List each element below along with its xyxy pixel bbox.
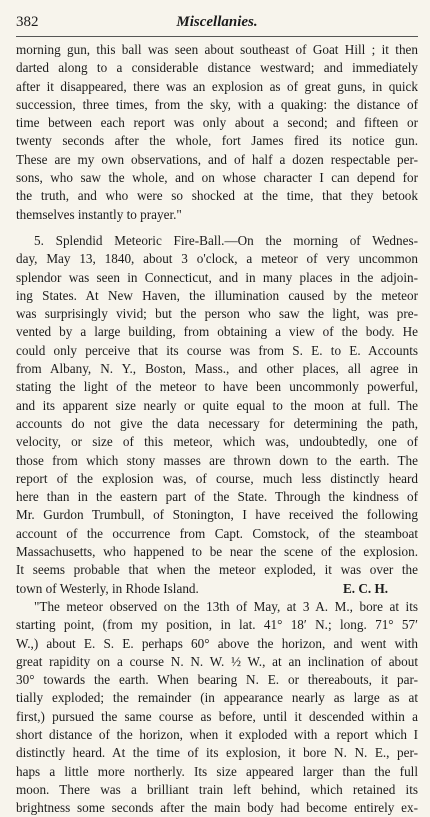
text-line: 30° towards the earth. When bearing N. E. or thereabouts, it par-: [16, 672, 418, 688]
text-line: twenty seconds after the whole, fort James fired its notice gun.: [16, 133, 418, 149]
text-line: Mr. Gurdon Trumbull, of Stonington, I have received the following: [16, 507, 418, 523]
text-line: distinctly heard. At the time of its explosion, it bore N. N. E., per-: [16, 745, 418, 761]
text-line: accounts do not give the data necessary for determining the path,: [16, 415, 418, 431]
text-line: sons, who saw the whole, and on whose character I can depend for: [16, 170, 418, 186]
body-text: [16, 41, 418, 817]
text-line: town of Westerly, in Rhode Island.: [16, 580, 199, 596]
text-line: the truth, and who were so shocked at the time, that they betook: [16, 188, 418, 204]
signature: E. C. H.: [342, 580, 388, 596]
text-line: from Albany, N. Y., Boston, Mass., and other places, all agree in: [16, 361, 418, 377]
text-line: those from which stony masses are thrown down to the earth. The: [16, 452, 418, 468]
text-line: was surprisingly vivid; but the person who saw the light, was pre-: [16, 306, 418, 322]
text-line: morning gun, this ball was seen about southeast of Goat Hill ; it then: [16, 42, 418, 57]
page-number: 382: [16, 14, 39, 30]
text-line: here than in the eastern part of the State. Through the kindness of: [16, 489, 418, 505]
text-line-with-signature: [16, 580, 418, 598]
text-line: succession, three times, from the sky, with a quaking: the distance of: [16, 96, 418, 112]
quote-start-line: "The meteor observed on the 13th of May, at 3 A. M., bore at its: [34, 598, 418, 614]
running-title: Miscellanies.: [176, 14, 258, 30]
text-line: stating the light of the meteor to have been uncommonly powerful,: [16, 379, 418, 395]
text-line: W.,) about E. S. E. perhaps 60° above the horizon, and went with: [16, 635, 418, 651]
text-line: starting point, (from my position, in lat. 41° 18′ N.; long. 71° 57′: [16, 617, 418, 633]
text-line: report of the explosion was, of course, much less distinctly heard: [16, 470, 418, 486]
text-line: and its apparent size nearly or quite equal to the moon at full. The: [16, 397, 418, 413]
text-line: haps a little more northerly. Its size appeared larger than the full: [16, 763, 418, 779]
text-line: could only perceive that its course was from S. E. to E. Accounts: [16, 342, 418, 358]
text-line: short distance of the horizon, when it exploded with a report which I: [16, 726, 418, 742]
text-line: account of the occurrence from Capt. Comstock, of the steamboat: [16, 525, 418, 541]
text-line: first,) pursued the same course as before, until it descended within a: [16, 708, 418, 724]
paragraph-gap: [16, 224, 418, 232]
text-line: darted along to a considerable distance westward; and immediately: [16, 60, 418, 76]
section-heading-line: 5. Splendid Meteoric Fire-Ball.—On the morning of Wednes-: [34, 232, 418, 248]
text-line: velocity, or size of this meteor, which was, undoubtedly, one of: [16, 434, 418, 450]
running-header: [16, 12, 418, 37]
text-line: time between each report was only about a second; and fifteen or: [16, 115, 418, 131]
text-line: splendor was seen in Connecticut, and in many places in the adjoin-: [16, 269, 418, 285]
text-line: great rapidity on a course N. N. W. ½ W., at an inclination of about: [16, 653, 418, 669]
text-line: tially exploded; the remainder (in appearance nearly as large as at: [16, 690, 418, 706]
text-line: day, May 13, 1840, about 3 o'clock, a meteor of very uncommon: [16, 251, 418, 267]
text-line: ing States. At New Haven, the illumination caused by the meteor: [16, 287, 418, 303]
text-line: These are my own observations, and of half a dozen respectable per-: [16, 151, 418, 167]
text-line: brightness some seconds after the main body had become entirely ex-: [16, 800, 418, 816]
text-line: themselves instantly to prayer.": [16, 206, 182, 222]
text-line: vented by a large building, from obtaining a view of the body. He: [16, 324, 418, 340]
text-line: after it disappeared, there was an explosion as of great guns, in quick: [16, 78, 418, 94]
text-line: Massachusetts, who happened to be near the scene of the explosion.: [16, 544, 418, 560]
text-line: It seems probable that when the meteor exploded, it was over the: [16, 562, 418, 578]
text-line: moon. There was a brilliant train left behind, which retained its: [16, 781, 418, 797]
